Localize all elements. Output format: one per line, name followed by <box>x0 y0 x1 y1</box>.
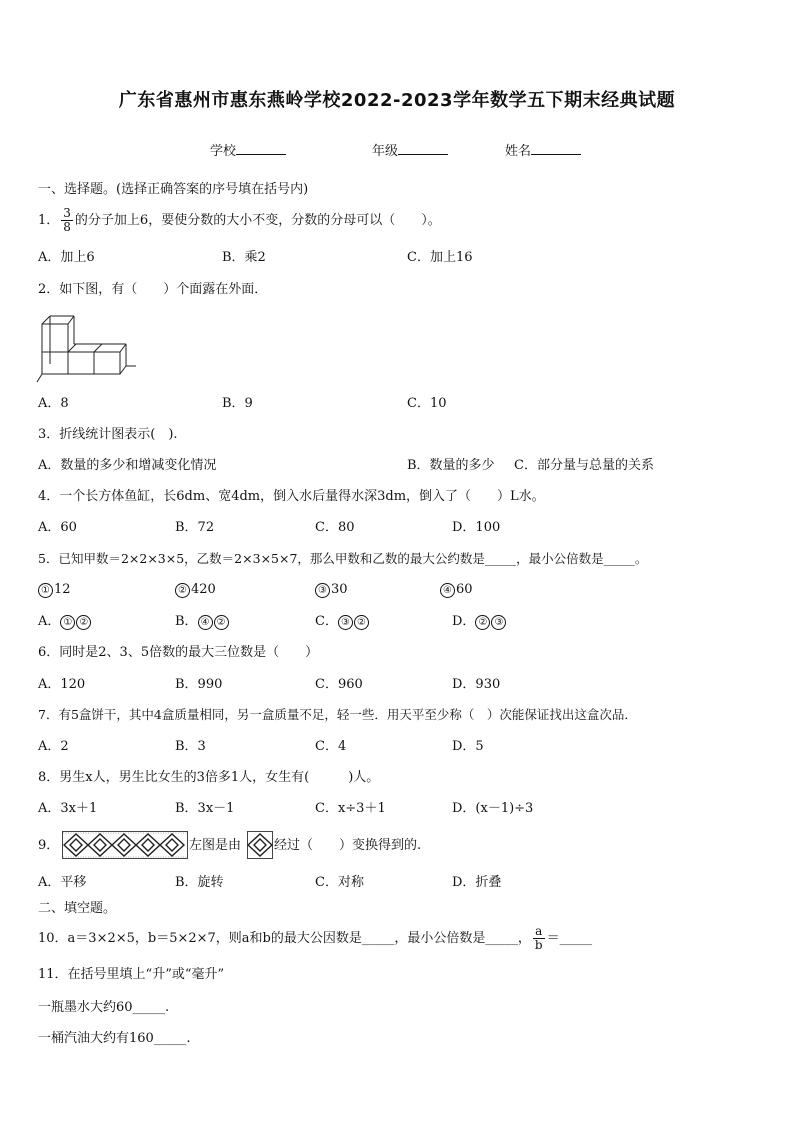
option-c: C．4 <box>315 739 347 754</box>
question-3: 3．折线统计图表示( ). <box>38 427 178 442</box>
fraction: $\frac{a}{b}$ <box>534 924 543 952</box>
question-6: 6．同时是2、3、5倍数的最大三位数是（ ） <box>38 645 319 660</box>
option-a: A．8 <box>38 396 69 411</box>
option-b: B．3 <box>175 739 206 754</box>
question-9-text-1: 左图是由 <box>189 838 242 853</box>
option-d: D．折叠 <box>452 875 502 890</box>
pattern-strip-image <box>62 831 188 859</box>
choice-1: ① 12 <box>38 581 71 599</box>
option-d: D．5 <box>452 739 484 754</box>
option-c: C．x÷3＋1 <box>315 801 386 816</box>
option-b: B．数量的多少 <box>407 458 495 473</box>
option-a: A．平移 <box>38 875 87 890</box>
option-d: D．100 <box>452 520 501 535</box>
option-c: C．10 <box>407 396 447 411</box>
option-d: D． ② ③ <box>452 613 507 631</box>
grade-field[interactable]: 年级 <box>372 140 448 159</box>
option-d: D．930 <box>452 677 501 692</box>
question-9-number: 9． <box>38 838 60 853</box>
option-c: C．加上16 <box>407 250 473 265</box>
option-b: B．72 <box>175 520 215 535</box>
question-8: 8．男生x人，男生比女生的3倍多1人，女生有( )人。 <box>38 770 380 785</box>
fraction: $\frac{3}{8}$ <box>63 206 71 234</box>
option-a: A．加上6 <box>38 250 95 265</box>
option-b: B．旋转 <box>175 875 224 890</box>
name-field[interactable]: 姓名 <box>505 140 581 159</box>
option-a: A．60 <box>38 520 77 535</box>
question-11-line-1: 一瓶墨水大约60_____. <box>38 1000 170 1015</box>
option-b: B．990 <box>175 677 223 692</box>
school-field[interactable]: 学校 <box>210 140 286 159</box>
option-d: D．(x－1)÷3 <box>452 801 534 816</box>
question-2: 2．如下图，有（ ）个面露在外面． <box>38 282 268 297</box>
choice-3: ③ 30 <box>315 581 348 599</box>
question-11-line-2: 一桶汽油大约有160_____. <box>38 1031 191 1046</box>
option-b: B．乘2 <box>222 250 266 265</box>
option-c: C．部分量与总量的关系 <box>514 458 654 473</box>
option-c: C．960 <box>315 677 363 692</box>
choice-4: ④ 60 <box>440 581 473 599</box>
question-9-text-2: 经过（ ）变换得到的. <box>274 838 422 853</box>
option-a: A．数量的多少和增减变化情况 <box>38 458 217 473</box>
option-a: A．3x＋1 <box>38 801 98 816</box>
option-a: A．2 <box>38 739 69 754</box>
question-1: 1． $\frac{3}{8}$ 的分子加上6，要使分数的大小不变，分数的分母可以（ ）。 <box>38 206 441 234</box>
question-7: 7．有5盒饼干，其中4盒质量相同，另一盒质量不足，轻一些．用天平至少称（ ）次能保证找出这盒次品． <box>38 707 637 722</box>
section-heading: 二、填空题。 <box>38 901 117 916</box>
option-b: B． ④ ② <box>175 613 230 631</box>
question-10: 10．a＝3×2×5，b＝5×2×7，则a和b的最大公因数是_____，最小公倍数是_____， $\frac{a}{b}$ ＝_____ <box>38 924 593 952</box>
option-b: B．9 <box>222 396 253 411</box>
question-4: 4．一个长方体鱼缸，长6dm、宽4dm，倒入水后量得水深3dm，倒入了（ ）L水。 <box>38 489 545 504</box>
option-a: A． ① ② <box>38 613 92 631</box>
section-heading: 一、选择题。(选择正确答案的序号填在括号内) <box>38 182 309 197</box>
pattern-unit-image <box>247 831 273 859</box>
option-c: C．对称 <box>315 875 364 890</box>
option-b: B．3x－1 <box>175 801 235 816</box>
question-5: 5．已知甲数＝2×2×3×5，乙数＝2×3×5×7，那么甲数和乙数的最大公约数是_____，最小公倍数是_____。 <box>38 551 648 566</box>
choice-2: ② 420 <box>175 581 216 599</box>
page-title: 广东省惠州市惠东燕岭学校2022-2023学年数学五下期末经典试题 <box>118 90 676 111</box>
cube-figure <box>36 306 136 386</box>
option-a: A．120 <box>38 677 86 692</box>
question-11: 11．在括号里填上“升”或“毫升” <box>38 967 225 982</box>
option-c: C．80 <box>315 520 355 535</box>
option-c: C． ③ ② <box>315 613 370 631</box>
